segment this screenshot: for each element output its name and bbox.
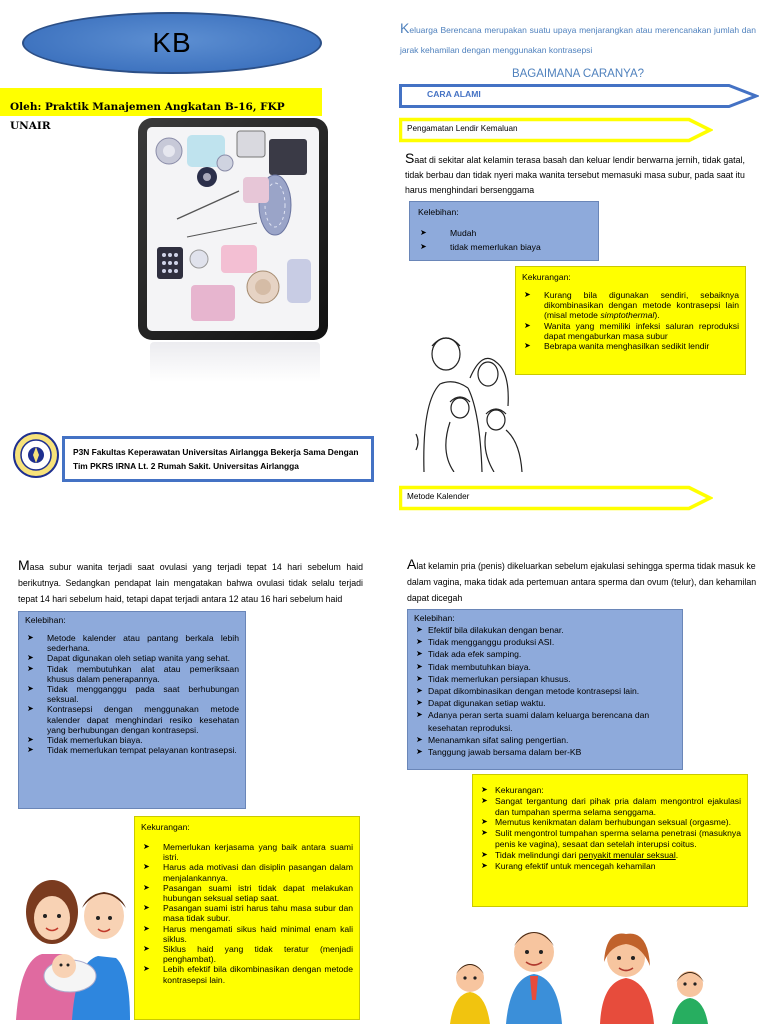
- senggama-text: lat kelamin pria (penis) dikeluarkan sebelum ejakulasi sehingga sperma tidak masuk ke dalam vagina, maka tidak ada pertemuan antara sperma dan ovum (telur), dan kehamilan dapat dicegah: [407, 561, 757, 603]
- lendir-kekurangan-title: Kekurangan:: [522, 272, 571, 282]
- kalender-kekurangan-box: [134, 816, 360, 1020]
- list-item: ➤ Harus mengamati sikus haid minimal enam kali siklus.: [141, 924, 353, 944]
- list-item: ➤ Tanggung jawab bersama dalam ber-KB: [414, 746, 676, 758]
- institution-text: P3N Fakultas Keperawatan Universitas Airlangga Bekerja Sama Dengan Tim PKRS IRNA Lt. 2 Rumah Sakit. Universitas Airlangga: [73, 447, 359, 471]
- senggama-first-letter: A: [407, 556, 417, 572]
- lendir-first-letter: S: [405, 150, 415, 166]
- kalender-text: asa subur wanita terjadi saat ovulasi yang terjadi tepat 14 hari sebelum haid berikutnya. Sedangkan pendapat lain mengatakan bahwa ovulasi tidak selalu terjadi tepat 14 hari sebelum haid, tetapi dapat terjadi antara 12 atau 16 hari sebelum haid: [18, 562, 363, 604]
- kalender-paragraph: [18, 557, 363, 607]
- list-item: ➤ Tidak memerlukan persiapan khusus.: [414, 673, 676, 685]
- family-cartoon-image: [414, 920, 754, 1024]
- list-item: ➤ Tidak ada efek samping.: [414, 648, 676, 660]
- title-oval: [22, 12, 322, 74]
- list-item: ➤ Tidak membutuhkan biaya.: [414, 661, 676, 673]
- kalender-kelebihan-list: [25, 633, 239, 755]
- list-item: ➤ Adanya peran serta suami dalam keluarga berencana dan kesehatan reproduksi.: [414, 709, 676, 733]
- cara-alami-arrow: [399, 83, 759, 109]
- lendir-kelebihan-box: [409, 201, 599, 261]
- contraceptives-image: [138, 118, 328, 340]
- kalender-arrow: [399, 485, 713, 511]
- author-banner: [0, 88, 322, 132]
- image-reflection: [150, 342, 320, 382]
- list-item: ➤ Memutus kenikmatan dalam berhubungan seksual (orgasme).: [479, 817, 741, 828]
- list-item: ➤ Metode kalender atau pantang berkala lebih sederhana.: [25, 633, 239, 653]
- parents-baby-illustration: [12, 850, 132, 1020]
- pms-link: penyakit menular seksual: [578, 849, 676, 860]
- kalender-kelebihan-box: [18, 611, 246, 809]
- kalender-kelebihan-title: Kelebihan:: [25, 615, 66, 625]
- kalender-kekurangan-list: [141, 842, 353, 985]
- list-item: ➤ Kontrasepsi dengan menggunakan metode kalender dapat menghindari resiko kesehatan yang berhubungan dengan kontrasepsi.: [25, 704, 239, 735]
- list-item: ➤ Harus ada motivasi dan disiplin pasangan dalam menjalankannya.: [141, 862, 353, 882]
- list-item: ➤ Dapat digunakan oleh setiap wanita yang sehat.: [25, 653, 239, 663]
- cara-alami-label: CARA ALAMI: [427, 89, 481, 99]
- lendir-kekurangan-box: [515, 266, 746, 375]
- logo-seal-icon: [12, 431, 60, 479]
- family-cartoon-illustration: [414, 920, 754, 1024]
- list-item: ➤ Pasangan suami istri harus tahu masa subur dan masa tidak subur.: [141, 903, 353, 923]
- author-text: Oleh: Praktik Manajemen Angkatan B-16, FKP UNAIR: [10, 101, 285, 132]
- list-item: ➤ Lebih efektif bila dikombinasikan dengan metode kontrasepsi lain.: [141, 964, 353, 984]
- list-item: ➤ Bebrapa wanita menghasilkan sedikit lendir: [522, 341, 739, 351]
- list-item: ➤ Dapat dikombinasikan dengan metode kontrasepsi lain.: [414, 685, 676, 697]
- list-item: ➤ Tidak membutuhkan alat atau pemeriksaan khusus dalam penerapannya.: [25, 664, 239, 684]
- list-item: ➤ Wanita yang memiliki infeksi saluran reproduksi dapat mengaburkan masa subur: [522, 321, 739, 341]
- list-item: ➤ Tidak memerlukan biaya.: [25, 735, 239, 745]
- list-item: ➤ Sulit mengontrol tumpahan sperma selama penetrasi (masuknya penis ke vagina), sesaat dan setelah interupsi coitus.: [479, 828, 741, 850]
- lendir-text: aat di sekitar alat kelamin terasa basah dan keluar lendir berwarna jernih, tidak gatal, tidak berbau dan tidak nyeri maka wanita tersebut memasuki masa subur, pada saat itu harus menghindari bersenggama: [405, 155, 745, 195]
- institution-box: [62, 436, 374, 482]
- senggama-kelebihan-box: [407, 609, 683, 770]
- list-item: ➤ Kurang efektif untuk mencegah kehamilan: [479, 861, 741, 872]
- university-logo: [12, 431, 60, 479]
- list-item: ➤ Tidak melindungi dari penyakit menular seksual.: [479, 850, 741, 861]
- senggama-kekurangan-list: [479, 785, 741, 871]
- list-item: ➤ Dapat digunakan setiap waktu.: [414, 697, 676, 709]
- senggama-kelebihan-list: [414, 624, 676, 758]
- lendir-kekurangan-list: [522, 290, 739, 351]
- list-item: ➤ Sangat tergantung dari pihak pria dalam mengontrol ejakulasi dan tumpahan sperma selama senggama.: [479, 796, 741, 818]
- question-text: BAGAIMANA CARANYA?: [511, 68, 645, 80]
- list-item: ➤ Menanamkan sifat saling pengertian.: [414, 734, 676, 746]
- list-item: ➤ Tidak memerlukan tempat pelayanan kontrasepsi.: [25, 745, 239, 755]
- family-sketch-image: [410, 322, 528, 472]
- lendir-arrow: [399, 117, 713, 143]
- senggama-paragraph: [407, 556, 757, 606]
- lendir-heading: Pengamatan Lendir Kemaluan: [407, 124, 518, 133]
- parents-baby-image: [12, 850, 132, 1020]
- lendir-kelebihan-title: Kelebihan:: [418, 207, 459, 217]
- list-item: ➤ Efektif bila dilakukan dengan benar.: [414, 624, 676, 636]
- senggama-kelebihan-title: Kelebihan:: [414, 613, 455, 623]
- list-item: ➤ Tidak mengganggu pada saat berhubungan seksual.: [25, 684, 239, 704]
- lendir-kelebihan-list: [418, 226, 590, 254]
- list-item: ➤ tidak memerlukan biaya: [418, 240, 590, 254]
- list-item: ➤ Kekurangan:: [479, 785, 741, 796]
- list-item: ➤ Kurang bila digunakan sendiri, sebaiknya dikombinasikan dengan metode kontrasepsi lain (misal metode simptothermal).: [522, 290, 739, 321]
- list-item: ➤ Siklus haid yang tidak teratur (menjadi penghambat).: [141, 944, 353, 964]
- senggama-kekurangan-box: [472, 774, 748, 907]
- kalender-first-letter: M: [18, 557, 30, 573]
- list-item: ➤ Tidak mengganggu produksi ASI.: [414, 636, 676, 648]
- page-title: KB: [152, 27, 192, 58]
- list-item: ➤ Mudah: [418, 226, 590, 240]
- list-item: ➤ Memerlukan kerjasama yang baik antara suami istri.: [141, 842, 353, 862]
- intro-first-letter: K: [400, 20, 410, 36]
- kalender-heading: Metode Kalender: [407, 492, 470, 501]
- contraceptives-illustration: [147, 127, 319, 331]
- intro-paragraph: [400, 18, 756, 60]
- question-heading: [400, 64, 756, 82]
- list-item: ➤ Pasangan suami istri tidak dapat melakukan hubungan seksual setiap saat.: [141, 883, 353, 903]
- intro-text: eluarga Berencana merupakan suatu upaya menjarangkan atau merencanakan jumlah dan jarak kehamilan dengan menggunakan kontrasepsi: [400, 25, 756, 55]
- family-sketch-illustration: [410, 322, 528, 472]
- kalender-kekurangan-title: Kekurangan:: [141, 822, 190, 832]
- lendir-paragraph: [405, 151, 755, 198]
